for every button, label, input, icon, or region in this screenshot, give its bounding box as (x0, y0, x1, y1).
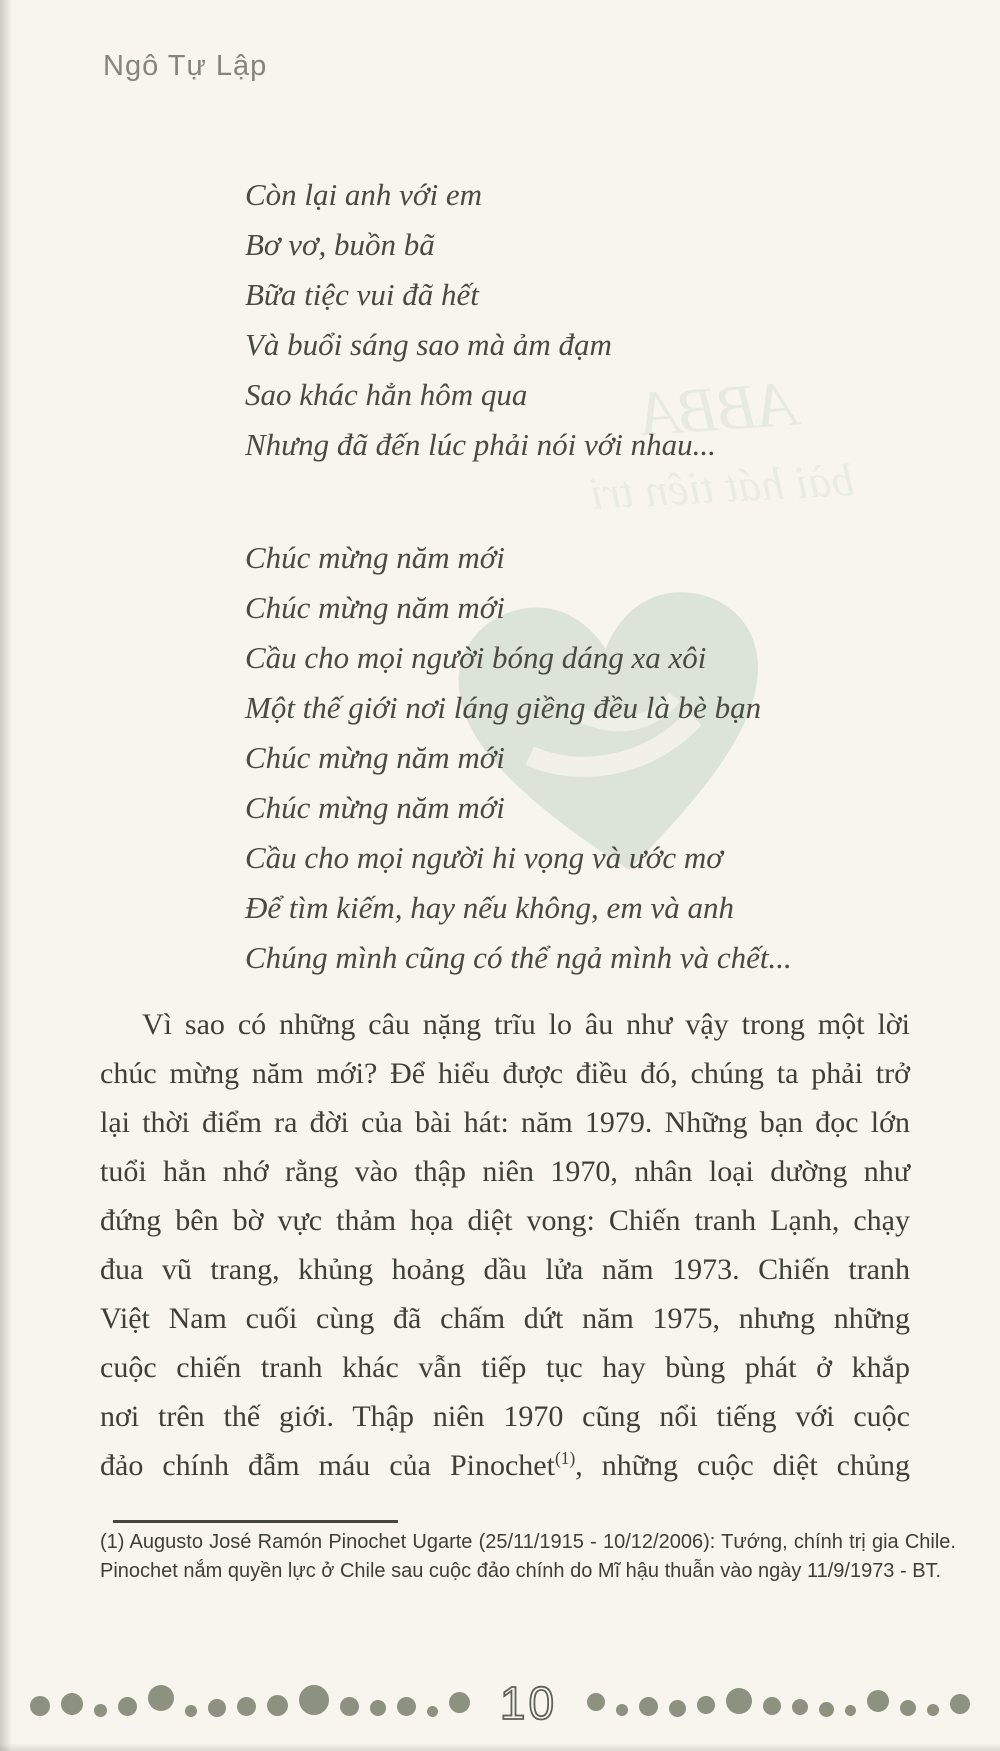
decorative-dot (185, 1705, 197, 1717)
decorative-dot (697, 1696, 715, 1714)
decorative-dot (669, 1700, 686, 1717)
decorative-dot (819, 1702, 834, 1717)
decorative-dot (900, 1700, 916, 1716)
body-line: đứng bên bờ vực thảm họa diệt vong: Chiến tranh Lạnh, chạy (100, 1204, 910, 1237)
poem-stanza-2 (245, 533, 885, 983)
decorative-dot (370, 1700, 386, 1716)
page-footer (0, 1676, 1000, 1736)
body-line (100, 1441, 910, 1490)
decorative-dot (299, 1685, 329, 1715)
author-header: Ngô Tự Lập (103, 50, 268, 82)
scan-edge-left (0, 0, 12, 1751)
decorative-dot (616, 1704, 628, 1716)
poem-line: Và buổi sáng sao mà ảm đạm (245, 327, 612, 362)
poem-line: Chúc mừng năm mới (245, 540, 505, 575)
poem-line: Cầu cho mọi người hi vọng và ước mơ (245, 840, 723, 875)
poem-line: Chúc mừng năm mới (245, 790, 505, 825)
body-line: nơi trên thế giới. Thập niên 1970 cũng nổi tiếng với cuộc (100, 1400, 910, 1433)
body-text-segment: đảo chính đẫm máu của Pinochet (100, 1449, 555, 1482)
decorative-dot (267, 1695, 288, 1716)
decorative-dot (30, 1696, 50, 1716)
decorative-dot (237, 1697, 256, 1716)
decorative-dot (639, 1697, 658, 1716)
decorative-dot (61, 1693, 83, 1715)
poem-line: Còn lại anh với em (245, 177, 482, 212)
footnote-text: (1) Augusto José Ramón Pinochet Ugarte (25/11/1915 - 10/12/2006): Tướng, chính trị gia Chile. Pinochet nắm quyền lực ở Chile sau cuộc đảo chính do Mĩ hậu thuẫn vào ngày 11/9/1973 - BT. (100, 1531, 956, 1582)
poem-line: Cầu cho mọi người bóng dáng xa xôi (245, 640, 707, 675)
decorative-dot (340, 1697, 359, 1716)
body-line: Vì sao có những câu nặng trĩu lo âu như vậy trong một lời (142, 1008, 910, 1041)
decorative-dot (397, 1697, 416, 1716)
poem-line: Chúc mừng năm mới (245, 740, 505, 775)
bleedthrough-subtitle-text: bài hát tiên tri (588, 454, 856, 519)
body-line: cuộc chiến tranh khác vẫn tiếp tục hay bùng phát ở khắp (100, 1351, 910, 1384)
body-line: chúc mừng năm mới? Để hiểu được điều đó, chúng ta phải trở (100, 1057, 910, 1090)
poem-line: Chúng mình cũng có thể ngả mình và chết... (245, 940, 792, 975)
footnote-marker: (1) (554, 1448, 576, 1468)
decorative-dot (792, 1699, 808, 1715)
decorative-dot (94, 1704, 107, 1717)
poem-line: Để tìm kiếm, hay nếu không, em và anh (245, 890, 734, 925)
decorative-dot (726, 1688, 752, 1714)
decorative-dot (587, 1693, 605, 1711)
decorative-dot (927, 1704, 939, 1716)
body-line: lại thời điểm ra đời của bài hát: năm 1979. Những bạn đọc lớn (100, 1106, 910, 1139)
body-text-segment: , những cuộc diệt chủng (575, 1449, 910, 1482)
decorative-dot (950, 1694, 970, 1714)
decorative-dot (763, 1697, 781, 1715)
scan-edge-bottom (0, 1743, 1000, 1751)
body-lines (100, 1000, 910, 1441)
decorative-dot (449, 1692, 470, 1713)
poem-line: Một thế giới nơi láng giềng đều là bè bạn (245, 690, 762, 725)
poem-line: Chúc mừng năm mới (245, 590, 505, 625)
poem-line: Nhưng đã đến lúc phải nói với nhau... (245, 427, 716, 462)
decorative-dot (148, 1685, 174, 1711)
body-line: tuổi hẳn nhớ rằng vào thập niên 1970, nhân loại dường như (100, 1155, 910, 1188)
poem-line: Bữa tiệc vui đã hết (245, 277, 479, 312)
bleedthrough-title-text: ABBA (637, 367, 799, 450)
poem-block (245, 170, 885, 983)
decorative-dot (867, 1690, 889, 1712)
body-line: đua vũ trang, khủng hoảng dầu lửa năm 1973. Chiến tranh (100, 1253, 910, 1286)
decorative-dot (427, 1706, 438, 1717)
decorative-dot (845, 1705, 856, 1716)
poem-stanza-1 (245, 170, 885, 470)
poem-line: Sao khác hẳn hôm qua (245, 377, 528, 412)
footnote-divider (113, 1520, 398, 1523)
footer-dots-right (587, 1693, 970, 1719)
poem-line: Bơ vơ, buồn bã (245, 227, 435, 262)
body-paragraph (100, 1000, 910, 1490)
page-number: 10 (499, 1677, 558, 1729)
body-line: Việt Nam cuối cùng đã chấm dứt năm 1975, nhưng những (100, 1302, 910, 1335)
footer-dots-left (30, 1691, 470, 1721)
decorative-dot (208, 1699, 226, 1717)
decorative-dot (118, 1697, 137, 1716)
